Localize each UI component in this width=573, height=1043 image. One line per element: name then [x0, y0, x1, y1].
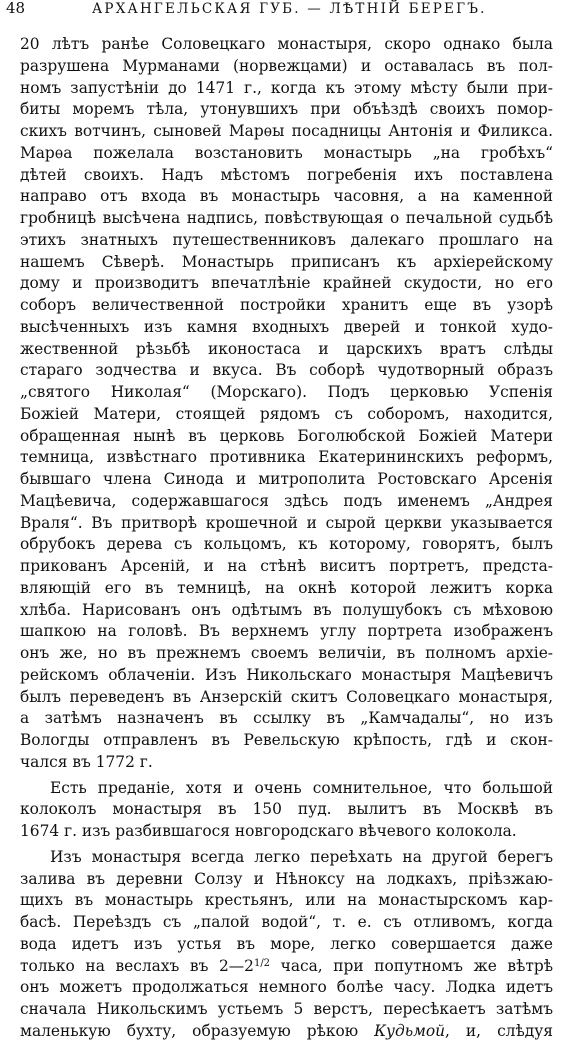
text-line: скихъ вотчинъ, сыновей Марѳы посадницы Антонія и Филикса. [20, 122, 553, 140]
text-line: вода идетъ изъ устья въ море, легко совершается даже [20, 934, 553, 953]
text-line: дому и производитъ впечатлѣніе крайней скудости, но его [20, 274, 553, 293]
text-line: нашемъ Сѣверѣ. Монастырь приписанъ къ архіерейскому [20, 252, 553, 271]
fraction-superscript: 1/2 [253, 957, 271, 969]
text-line-with-italic [20, 1021, 553, 1043]
river-name-italic: Кудьмой [374, 1021, 446, 1040]
text-line: гробницѣ высѣчена надпись, повѣствующая о печальной судьбѣ [20, 209, 553, 227]
text-line: направо отъ входа въ монастырь часовня, а на каменной [20, 187, 553, 206]
text-line: былъ переведенъ въ Анзерскій скитъ Соловецкаго монастыря, [20, 687, 553, 706]
text-line: Есть преданіе, хотя и очень сомнительное, что большой [50, 778, 553, 797]
text-line: обрубокъ дерева съ кольцомъ, къ которому, говорятъ, былъ [20, 535, 553, 554]
text-line: обращенная нынѣ въ церковь Боголюбской Божіей Матери [20, 426, 553, 445]
text-fragment: , и, слѣдуя [445, 1021, 553, 1040]
text-line: Вологды отправленъ въ Ревельскую крѣпость, гдѣ и скон- [20, 731, 553, 749]
text-line: соборъ величественной постройки хранитъ еще въ узорѣ [20, 296, 553, 314]
page-header [6, 0, 559, 22]
text-line: чался въ 1772 г. [20, 752, 153, 771]
text-line: Божіей Матери, стоящей рядомъ съ соборомъ, находится, [20, 404, 553, 423]
text-line: Враля“. Въ притворѣ крошечной и сырой церкви указывается [20, 513, 553, 532]
text-fragment: маленькую бухту, образуемую рѣкою [20, 1021, 375, 1040]
paragraph-2 [20, 778, 553, 843]
text-line: высѣченныхъ изъ камня входныхъ дверей и тонкой худо- [20, 317, 553, 336]
text-line: 1674 г. изъ разбившагося новгородскаго вѣчевого колокола. [20, 822, 517, 840]
text-line: темница, извѣстнаго противника Екатерининскихъ реформъ, [20, 448, 553, 467]
text-line: этихъ знатныхъ путешественниковъ далекаго прошлаго на [20, 230, 553, 249]
text-line: вляющій его въ темницѣ, на окнѣ которой лежитъ корка [20, 578, 553, 597]
text-line: онъ можетъ продолжаться немного болѣе часу. Лодка идетъ [20, 978, 553, 997]
text-line: колоколъ монастыря въ 150 пуд. вылитъ въ Москвѣ въ [20, 800, 553, 819]
page-number: 48 [6, 0, 26, 17]
text-line: Марѳа пожелала возстановить монастырь „на гробѣхъ“ [20, 143, 553, 162]
text-line: рейскомъ облаченіи. Изъ Никольскаго монастыря Мацѣевичъ [20, 665, 553, 684]
text-line: а затѣмъ назначенъ въ ссылку въ „Камчадалы“, но изъ [20, 709, 553, 728]
text-line: разрушена Мурманами (норвежцами) и оставалась въ пол- [20, 56, 553, 75]
text-line: щихъ въ монастырь крестьянъ, или на монастырскомъ кар- [20, 891, 553, 910]
text-column [20, 34, 553, 1043]
running-title: АРХАНГЕЛЬСКАЯ ГУБ. — ЛѢТНІЙ БЕРЕГЪ. [92, 1, 487, 17]
text-line: дѣтей своихъ. Надъ мѣстомъ погребенія ихъ поставлена [20, 165, 553, 184]
paragraph-3 [20, 847, 553, 1043]
text-line: шапкою на головѣ. Въ верхнемъ углу портрета изображенъ [20, 622, 553, 641]
text-line: онъ же, но въ прежнемъ своемъ величіи, въ полномъ архіе- [20, 644, 553, 662]
text-line: 20 лѣтъ ранѣе Соловецкаго монастыря, скоро однако была [20, 35, 553, 53]
paragraph-1 [20, 34, 553, 774]
text-line: бывшаго члена Синода и митрополита Ростовскаго Арсенія [20, 470, 553, 488]
text-line: стараго зодчества и вкуса. Въ соборѣ чудотворный образъ [20, 361, 553, 380]
text-fragment: только на веслахъ въ 2—2 [20, 956, 254, 975]
text-line: биты моремъ тѣла, утонувшихъ при объѣздѣ своихъ помор- [20, 100, 553, 119]
text-line: сначала Никольскимъ устьемъ 5 верстъ, пересѣкаетъ затѣмъ [20, 1000, 553, 1018]
text-line: Мацѣевича, содержавшагося здѣсь подъ именемъ „Андрея [20, 491, 553, 510]
text-line: хлѣба. Нарисованъ онъ одѣтымъ въ полушубокъ съ мѣховою [20, 600, 553, 619]
text-line-with-fraction [20, 956, 553, 978]
text-line: жественной рѣзьбѣ иконостаса и царскихъ вратъ слѣды [20, 339, 553, 358]
text-line: „святого Николая“ (Морскаго). Подъ церковью Успенія [20, 383, 553, 401]
text-line: залива въ деревни Солзу и Нѣноксу на лодкахъ, пріѣзжаю- [20, 869, 553, 888]
text-line: прикованъ Арсеній, и на стѣнѣ виситъ портретъ, предста- [20, 557, 553, 575]
text-line: номъ запустѣніи до 1471 г., когда къ этому мѣсту были при- [20, 78, 553, 97]
text-line: басѣ. Переѣздъ съ „палой водой“, т. е. съ отливомъ, когда [20, 913, 553, 931]
text-line: Изъ монастыря всегда легко переѣхать на другой берегъ [50, 847, 553, 866]
text-fragment: часа, при попутномъ же вѣтрѣ [270, 956, 553, 975]
